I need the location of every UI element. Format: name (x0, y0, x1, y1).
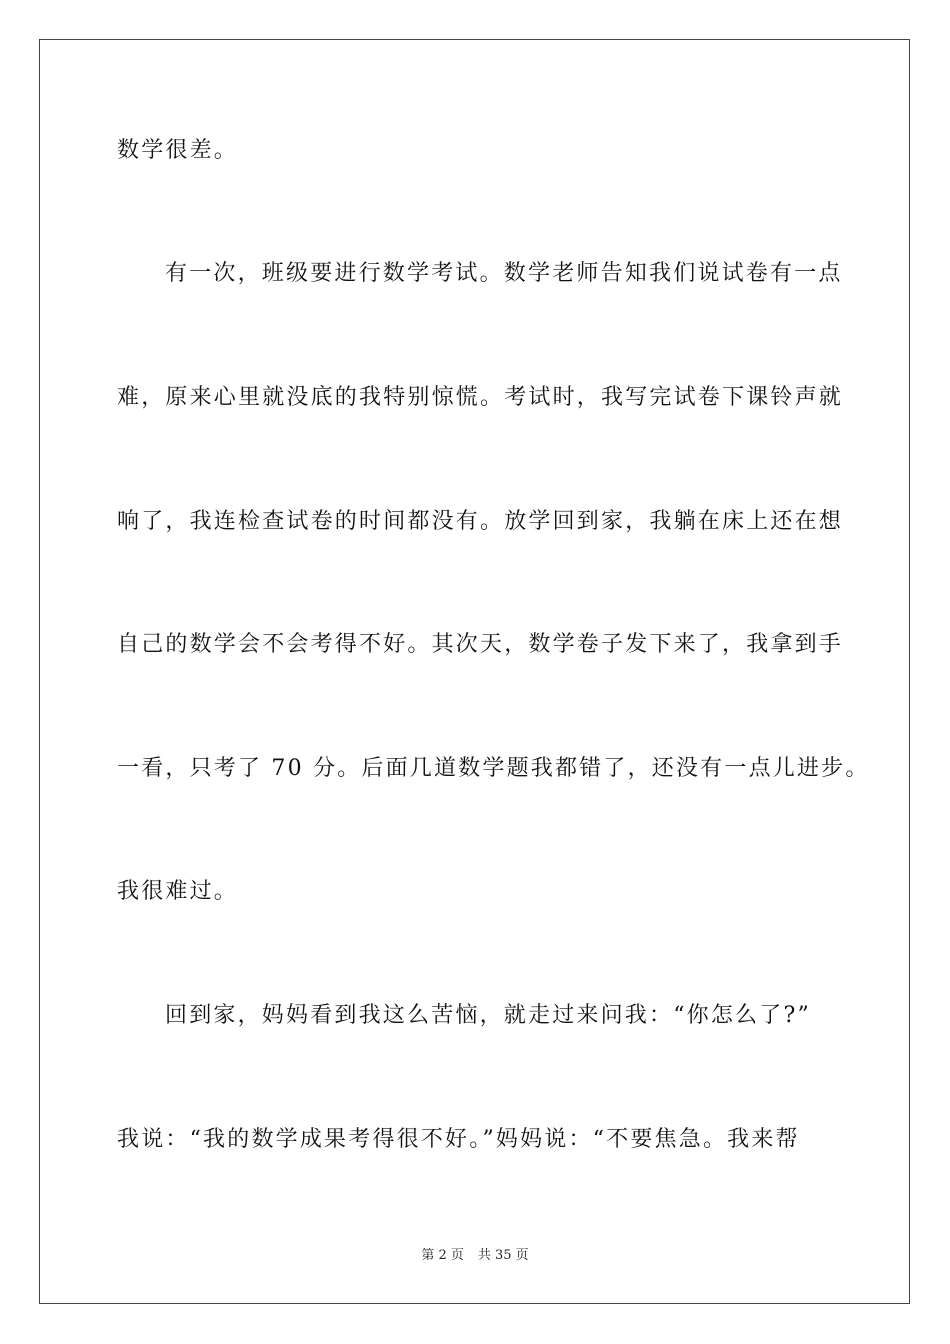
text-line-4: 响了，我连检查试卷的时间都没有。放学回到家，我躺在床上还在想 (117, 509, 844, 534)
text-line-9: 我说：“我的数学成果考得很不好。”妈妈说：“不要焦急。我来帮 (117, 1127, 800, 1152)
page-total: 共 35 页 (477, 1248, 529, 1263)
page-number: 第 2 页 (421, 1248, 464, 1263)
text-line-7: 我很难过。 (117, 879, 239, 904)
text-line-8: 回到家，妈妈看到我这么苦恼，就走过来问我：“你怎么了?” (165, 1003, 811, 1028)
text-line-3: 难，原来心里就没底的我特别惊慌。考试时，我写完试卷下课铃声就 (117, 385, 844, 410)
page-border (39, 39, 910, 1304)
text-line-2: 有一次，班级要进行数学考试。数学老师告知我们说试卷有一点 (165, 261, 843, 286)
text-line-5: 自己的数学会不会考得不好。其次天，数学卷子发下来了，我拿到手 (117, 632, 844, 657)
text-line-1: 数学很差。 (117, 138, 239, 163)
page-footer (0, 1247, 950, 1265)
text-line-6: 一看，只考了 70 分。后面几道数学题我都错了，还没有一点儿进步。 (117, 756, 870, 781)
